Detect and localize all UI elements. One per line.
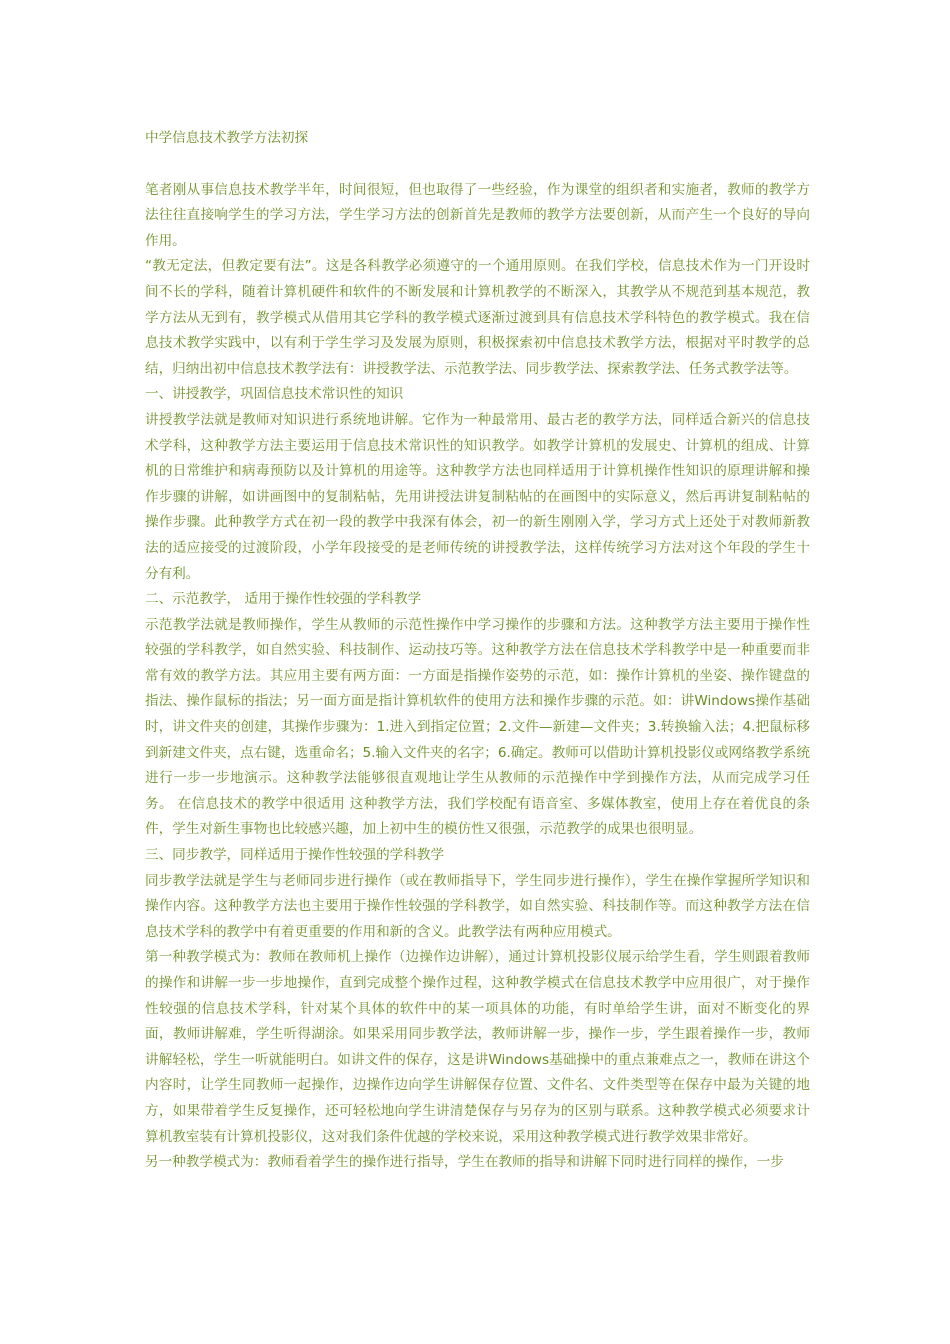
- intro-paragraph-1: 笔者刚从事信息技术教学半年，时间很短，但也取得了一些经验，作为课堂的组织者和实施者，教师的教学方法往往直接响学生的学习方法，学生学习方法的创新首先是教师的教学方法要创新，从而产生一个良好的导向作用。: [145, 181, 810, 249]
- section-1-heading: 一、讲授教学，巩固信息技术常识性的知识: [145, 386, 404, 403]
- section-3-heading: 三、同步教学，同样适用于操作性较强的学科教学: [145, 847, 445, 864]
- section-3-paragraph-3: 另一种教学模式为：教师看着学生的操作进行指导，学生在教师的指导和讲解下同时进行同样的操作，一步: [145, 1154, 784, 1171]
- section-2-paragraph-1: 示范教学法就是教师操作，学生从教师的示范性操作中学习操作的步骤和方法。这种教学方法主要用于操作性较强的学科教学，如自然实验、科技制作、运动技巧等。这种教学方法在信息技术学科教学中是一种重要而非常有效的教学方法。其应用主要有两方面：一方面是指操作姿势的示范，如：操作计算机的坐姿、操作键盘的指法、操作鼠标的指法；另一面方面是指计算机软件的使用方法和操作步骤的示范。如：讲Windows操作基础时，讲文件夹的创建，其操作步骤为：1.进入到指定位置；2.文件—新建—文件夹；3.转换输入法；4.把鼠标移到新建文件夹，点右键，选重命名；5.输入文件夹的名字；6.确定。教师可以借助计算机投影仪或网络教学系统进行一步一步地演示。这种教学法能够很直观地让学生从教师的示范操作中学到操作方法，从而完成学习任务。 在信息技术的教学中很适用 这种教学方法，我们学校配有语音室、多媒体教室，使用上存在着优良的条件，学生对新生事物也比较感兴趣，加上初中生的模仿性又很强，示范教学的成果也很明显。: [145, 616, 810, 838]
- section-2-heading: 二、示范教学， 适用于操作性较强的学科教学: [145, 591, 422, 608]
- document-title: 中学信息技术教学方法初探: [145, 130, 309, 146]
- section-3-paragraph-1: 同步教学法就是学生与老师同步进行操作（或在教师指导下，学生同步进行操作），学生在操作掌握所学知识和操作内容。这种教学方法也主要用于操作性较强的学科教学，如自然实验、科技制作等。而这种教学方法在信息技术学科的教学中有着更重要的作用和新的含义。此教学法有两种应用模式。: [145, 872, 810, 940]
- section-1-paragraph-1: 讲授教学法就是教师对知识进行系统地讲解。它作为一种最常用、最古老的教学方法，同样适合新兴的信息技术学科，这种教学方法主要运用于信息技术常识性的知识教学。如教学计算机的发展史、计算机的组成、计算机的日常维护和病毒预防以及计算机的用途等。这种教学方法也同样适用于计算机操作性知识的原理讲解和操作步骤的讲解，如讲画图中的复制粘帖，先用讲授法讲复制粘帖的在画图中的实际意义，然后再讲复制粘帖的操作步骤。此种教学方式在初一段的教学中我深有体会，初一的新生刚刚入学，学习方式上还处于对教师新教法的适应接受的过渡阶段，小学年段接受的是老师传统的讲授教学法，这样传统学习方法对这个年段的学生十分有利。: [145, 411, 810, 582]
- section-3-paragraph-2: 第一种教学模式为：教师在教师机上操作（边操作边讲解），通过计算机投影仪展示给学生看，学生则跟着教师的操作和讲解一步一步地操作，直到完成整个操作过程，这种教学模式在信息技术教学中应用很广，对于操作性较强的信息技术学科，针对某个具体的软件中的某一项具体的功能，有时单给学生讲，面对不断变化的界面，教师讲解难，学生听得湖涂。如果采用同步教学法，教师讲解一步，操作一步，学生跟着操作一步，教师讲解轻松，学生一听就能明白。如讲文件的保存，这是讲Windows基础操中的重点兼难点之一，教师在讲这个内容时，让学生同教师一起操作，边操作边向学生讲解保存位置、文件名、文件类型等在保存中最为关键的地方，如果带着学生反复操作，还可轻松地向学生讲清楚保存与另存为的区别与联系。这种教学模式必须要求计算机教室装有计算机投影仪，这对我们条件优越的学校来说，采用这种教学模式进行教学效果非常好。: [145, 949, 810, 1145]
- intro-paragraph-2: “教无定法，但教定要有法”。这是各科教学必须遵守的一个通用原则。在我们学校，信息技术作为一门开设时间不长的学科，随着计算机硬件和软件的不断发展和计算机教学的不断深入，其教学从不规范到基本规范，教学方法从无到有，教学模式从借用其它学科的教学模式逐渐过渡到具有信息技术学科特色的教学模式。我在信息技术教学实践中，以有利于学生学习及发展为原则，积极探索初中信息技术教学方法，根据对平时教学的总结，归纳出初中信息技术教学法有：讲授教学法、示范教学法、同步教学法、探索教学法、任务式教学法等。: [145, 258, 810, 377]
- document-page: [145, 126, 810, 1176]
